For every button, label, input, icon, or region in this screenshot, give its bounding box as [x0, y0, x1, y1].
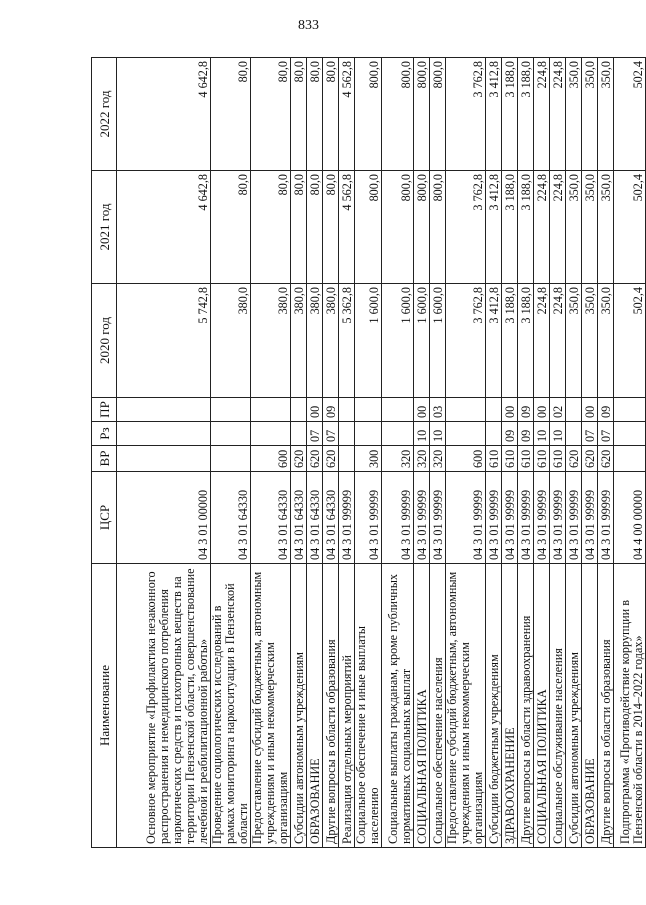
cell-pr — [566, 398, 582, 422]
cell-csr: 04 3 01 99999 — [414, 472, 430, 564]
table-row — [534, 58, 550, 848]
cell-2022: 4 562,8 — [339, 58, 355, 171]
cell-vr: 620 — [598, 446, 614, 472]
cell-name: Реализация отдельных мероприятий — [339, 564, 355, 848]
cell-vr: 610 — [550, 446, 566, 472]
cell-pr — [117, 398, 211, 422]
cell-2022: 800,0 — [414, 58, 430, 171]
cell-rz — [211, 422, 251, 446]
header-name: Наименование — [92, 564, 117, 848]
cell-pr: 00 — [534, 398, 550, 422]
table-row — [502, 58, 518, 848]
header-pr: ПР — [92, 398, 117, 422]
page-number: 833 — [298, 18, 319, 33]
cell-name: ЗДРАВООХРАНЕНИЕ — [502, 564, 518, 848]
cell-2022: 80,0 — [323, 58, 339, 171]
cell-2020: 3 188,0 — [518, 284, 534, 398]
cell-name: СОЦИАЛЬНАЯ ПОЛИТИКА — [414, 564, 430, 848]
cell-2022: 3 188,0 — [502, 58, 518, 171]
cell-vr: 610 — [518, 446, 534, 472]
cell-vr: 320 — [382, 446, 414, 472]
cell-rz: 09 — [502, 422, 518, 446]
table-row — [518, 58, 534, 848]
cell-pr — [614, 398, 646, 422]
cell-2021: 350,0 — [598, 171, 614, 284]
cell-vr — [211, 446, 251, 472]
cell-rz: 07 — [598, 422, 614, 446]
cell-vr: 620 — [566, 446, 582, 472]
cell-vr: 300 — [355, 446, 382, 472]
cell-2021: 800,0 — [414, 171, 430, 284]
cell-2022: 502,4 — [614, 58, 646, 171]
table-row — [382, 58, 414, 848]
cell-pr — [339, 398, 355, 422]
cell-csr: 04 3 01 64330 — [211, 472, 251, 564]
cell-rz — [382, 422, 414, 446]
cell-2022: 80,0 — [307, 58, 323, 171]
cell-2020: 1 600,0 — [430, 284, 446, 398]
cell-pr: 03 — [430, 398, 446, 422]
cell-vr: 600 — [251, 446, 291, 472]
cell-vr: 620 — [323, 446, 339, 472]
cell-2020: 350,0 — [566, 284, 582, 398]
cell-csr: 04 3 01 99999 — [550, 472, 566, 564]
cell-2022: 3 762,8 — [446, 58, 486, 171]
table-row — [339, 58, 355, 848]
cell-rz — [339, 422, 355, 446]
cell-2021: 800,0 — [355, 171, 382, 284]
cell-2022: 350,0 — [582, 58, 598, 171]
cell-2022: 224,8 — [550, 58, 566, 171]
cell-csr: 04 3 01 99999 — [566, 472, 582, 564]
header-rz: Рз — [92, 422, 117, 446]
table-row — [117, 58, 211, 848]
header-2021: 2021 год — [92, 171, 117, 284]
cell-pr: 00 — [502, 398, 518, 422]
cell-2022: 350,0 — [598, 58, 614, 171]
cell-pr: 00 — [414, 398, 430, 422]
cell-pr — [355, 398, 382, 422]
cell-vr — [117, 446, 211, 472]
cell-vr: 620 — [291, 446, 307, 472]
cell-2020: 1 600,0 — [382, 284, 414, 398]
table-row — [566, 58, 582, 848]
cell-pr: 09 — [323, 398, 339, 422]
cell-vr — [339, 446, 355, 472]
cell-name: ОБРАЗОВАНИЕ — [582, 564, 598, 848]
cell-pr — [486, 398, 502, 422]
cell-2020: 1 600,0 — [355, 284, 382, 398]
cell-2021: 350,0 — [566, 171, 582, 284]
cell-2021: 80,0 — [307, 171, 323, 284]
table-row — [430, 58, 446, 848]
cell-rz: 10 — [550, 422, 566, 446]
cell-vr: 620 — [582, 446, 598, 472]
cell-name: Другие вопросы в области здравоохранения — [518, 564, 534, 848]
cell-vr — [614, 446, 646, 472]
cell-rz — [446, 422, 486, 446]
cell-csr: 04 3 01 99999 — [382, 472, 414, 564]
cell-vr: 620 — [307, 446, 323, 472]
cell-rz — [251, 422, 291, 446]
cell-csr: 04 3 01 99999 — [518, 472, 534, 564]
cell-name: Субсидии автономным учреждениям — [291, 564, 307, 848]
cell-rz: 10 — [430, 422, 446, 446]
table-row — [486, 58, 502, 848]
table-row — [550, 58, 566, 848]
cell-name: Субсидии бюджетным учреждениям — [486, 564, 502, 848]
cell-2020: 224,8 — [534, 284, 550, 398]
cell-rz: 10 — [414, 422, 430, 446]
cell-pr: 09 — [598, 398, 614, 422]
cell-rz — [614, 422, 646, 446]
cell-2022: 4 642,8 — [117, 58, 211, 171]
cell-2021: 224,8 — [534, 171, 550, 284]
cell-2021: 80,0 — [211, 171, 251, 284]
cell-name: Другие вопросы в области образования — [323, 564, 339, 848]
cell-2020: 3 188,0 — [502, 284, 518, 398]
cell-2021: 350,0 — [582, 171, 598, 284]
cell-csr: 04 3 01 99999 — [486, 472, 502, 564]
cell-pr: 02 — [550, 398, 566, 422]
cell-vr: 610 — [534, 446, 550, 472]
cell-name: Социальное обеспечение населения — [430, 564, 446, 848]
header-2020: 2020 год — [92, 284, 117, 398]
cell-2020: 350,0 — [582, 284, 598, 398]
cell-name: Проведение социологических исследований в рамках мониторинга наркоситуации в Пензенской области — [211, 564, 251, 848]
cell-2022: 800,0 — [382, 58, 414, 171]
table-row — [414, 58, 430, 848]
cell-pr — [446, 398, 486, 422]
header-2022: 2022 год — [92, 58, 117, 171]
cell-2022: 3 188,0 — [518, 58, 534, 171]
cell-2020: 380,0 — [211, 284, 251, 398]
table-row — [614, 58, 646, 848]
table-row — [582, 58, 598, 848]
cell-csr: 04 4 00 00000 — [614, 472, 646, 564]
cell-name: Подпрограмма «Противодействие коррупции в Пензенской области в 2014–2022 годах» — [614, 564, 646, 848]
cell-2020: 224,8 — [550, 284, 566, 398]
cell-name: Социальное обслуживание населения — [550, 564, 566, 848]
table-row — [323, 58, 339, 848]
table-row — [211, 58, 251, 848]
cell-pr — [211, 398, 251, 422]
table-row — [291, 58, 307, 848]
cell-2020: 380,0 — [251, 284, 291, 398]
cell-pr: 09 — [518, 398, 534, 422]
cell-rz: 07 — [323, 422, 339, 446]
cell-csr: 04 3 01 64330 — [291, 472, 307, 564]
cell-rz: 07 — [582, 422, 598, 446]
cell-csr: 04 3 01 99999 — [339, 472, 355, 564]
cell-name: ОБРАЗОВАНИЕ — [307, 564, 323, 848]
header-vr: ВР — [92, 446, 117, 472]
cell-pr — [382, 398, 414, 422]
table-row — [598, 58, 614, 848]
header-csr: ЦСР — [92, 472, 117, 564]
cell-pr — [291, 398, 307, 422]
cell-pr: 00 — [307, 398, 323, 422]
cell-2021: 80,0 — [251, 171, 291, 284]
cell-vr: 610 — [486, 446, 502, 472]
cell-rz: 09 — [518, 422, 534, 446]
cell-2020: 502,4 — [614, 284, 646, 398]
cell-name: Предоставление субсидий бюджетным, автономным учреждениям и иным некоммерческим организациям — [446, 564, 486, 848]
cell-2020: 350,0 — [598, 284, 614, 398]
cell-2021: 224,8 — [550, 171, 566, 284]
cell-2021: 3 762,8 — [446, 171, 486, 284]
cell-rz — [117, 422, 211, 446]
cell-2021: 502,4 — [614, 171, 646, 284]
table-row — [251, 58, 291, 848]
cell-2022: 3 412,8 — [486, 58, 502, 171]
cell-2021: 80,0 — [323, 171, 339, 284]
cell-csr: 04 3 01 99999 — [534, 472, 550, 564]
cell-2021: 800,0 — [382, 171, 414, 284]
rotated-table-container — [91, 58, 645, 848]
cell-csr: 04 3 01 99999 — [582, 472, 598, 564]
cell-2021: 3 188,0 — [518, 171, 534, 284]
cell-2020: 1 600,0 — [414, 284, 430, 398]
cell-csr: 04 3 01 99999 — [430, 472, 446, 564]
cell-name: Основное мероприятие «Профилактика незаконного распространения и немедицинского потребления наркотических средств и психотропных веществ на территории Пензенской области, совершенствование лечебной и реабилитационной работы» — [117, 564, 211, 848]
cell-2020: 5 362,8 — [339, 284, 355, 398]
cell-name: Социальное обеспечение и иные выплаты населению — [355, 564, 382, 848]
cell-vr: 320 — [414, 446, 430, 472]
cell-2021: 4 642,8 — [117, 171, 211, 284]
cell-2020: 5 742,8 — [117, 284, 211, 398]
cell-name: Предоставление субсидий бюджетным, автономным учреждениям и иным некоммерческим организациям — [251, 564, 291, 848]
cell-csr: 04 3 01 99999 — [446, 472, 486, 564]
cell-csr: 04 3 01 64330 — [323, 472, 339, 564]
cell-name: Социальные выплаты гражданам, кроме публичных нормативных социальных выплат — [382, 564, 414, 848]
cell-2022: 800,0 — [355, 58, 382, 171]
cell-vr: 610 — [502, 446, 518, 472]
cell-2021: 800,0 — [430, 171, 446, 284]
cell-2022: 350,0 — [566, 58, 582, 171]
cell-2020: 380,0 — [307, 284, 323, 398]
cell-name: Субсидии автономным учреждениям — [566, 564, 582, 848]
cell-rz — [291, 422, 307, 446]
cell-vr: 600 — [446, 446, 486, 472]
cell-2021: 4 562,8 — [339, 171, 355, 284]
table-row — [355, 58, 382, 848]
cell-2021: 3 188,0 — [502, 171, 518, 284]
cell-rz: 07 — [307, 422, 323, 446]
cell-csr: 04 3 01 64330 — [307, 472, 323, 564]
cell-2022: 80,0 — [251, 58, 291, 171]
cell-2022: 224,8 — [534, 58, 550, 171]
cell-rz — [486, 422, 502, 446]
cell-2020: 3 412,8 — [486, 284, 502, 398]
cell-csr: 04 3 01 99999 — [355, 472, 382, 564]
cell-2022: 80,0 — [291, 58, 307, 171]
header-row — [92, 58, 117, 848]
cell-pr — [251, 398, 291, 422]
cell-2021: 3 412,8 — [486, 171, 502, 284]
cell-pr: 00 — [582, 398, 598, 422]
cell-name: Другие вопросы в области образования — [598, 564, 614, 848]
cell-vr: 320 — [430, 446, 446, 472]
cell-csr: 04 3 01 00000 — [117, 472, 211, 564]
cell-rz — [355, 422, 382, 446]
cell-2020: 380,0 — [291, 284, 307, 398]
table-row — [446, 58, 486, 848]
cell-2020: 380,0 — [323, 284, 339, 398]
cell-2021: 80,0 — [291, 171, 307, 284]
cell-rz — [566, 422, 582, 446]
cell-2022: 800,0 — [430, 58, 446, 171]
cell-rz: 10 — [534, 422, 550, 446]
budget-table — [91, 57, 646, 848]
table-row — [307, 58, 323, 848]
cell-csr: 04 3 01 64330 — [251, 472, 291, 564]
cell-csr: 04 3 01 99999 — [598, 472, 614, 564]
cell-2022: 80,0 — [211, 58, 251, 171]
cell-csr: 04 3 01 99999 — [502, 472, 518, 564]
cell-name: СОЦИАЛЬНАЯ ПОЛИТИКА — [534, 564, 550, 848]
cell-2020: 3 762,8 — [446, 284, 486, 398]
